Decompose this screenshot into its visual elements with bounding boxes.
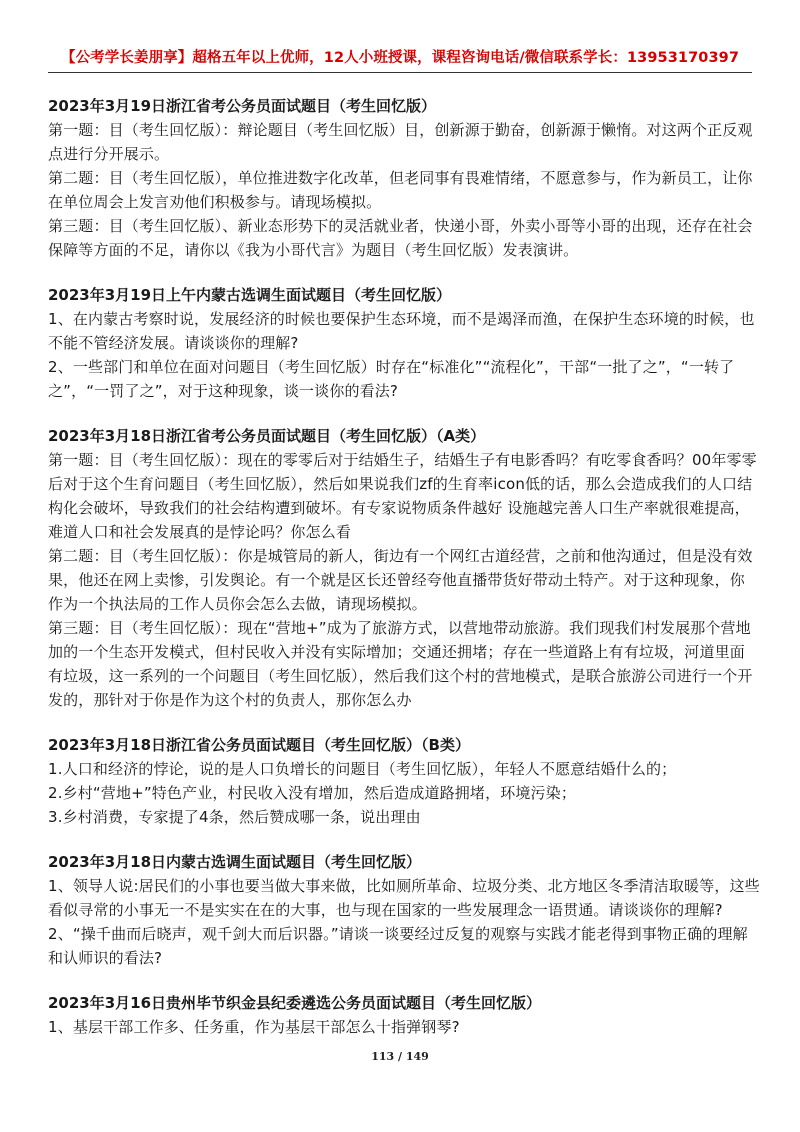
paragraph: 第一题：目（考生回忆版）：辩论题目（考生回忆版）目，创新源于勤奋，创新源于懒惰。对这两个正反观点进行分开展示。: [48, 121, 753, 163]
header-divider: [48, 72, 752, 73]
section-title: 2023年3月18日浙江省公务员面试题目（考生回忆版）（B类）: [48, 736, 470, 754]
paragraph: 第一题：目（考生回忆版）：现在的零零后对于结婚生子，结婚生子有电影香吗？有吃零食香吗？00年零零后对于这个生育问题目（考生回忆版），然后如果说我们zf的生育率icon低的话，那么会造成我们的人口结构化会破坏，导致我们的社会结构遭到破坏。有专家说物质条件越好 设施越完善人口生产率就很难提高，难道人口和社会发展真的是悖论吗？你怎么看: [48, 451, 757, 541]
paragraph: 1.人口和经济的悖论，说的是人口负增长的问题目（考生回忆版），年轻人不愿意结婚什么的；: [48, 760, 677, 778]
document-body: [48, 94, 760, 1060]
section-5: [48, 850, 760, 970]
paragraph: 1、领导人说:居民们的小事也要当做大事来做，比如厕所革命、垃圾分类、北方地区冬季清洁取暖等，这些看似寻常的小事无一不是实实在在的大事，也与现在国家的一些发展理念一语贯通。请谈谈你的理解?: [48, 877, 760, 919]
paragraph: 1、在内蒙古考察时说，发展经济的时候也要保护生态环境，而不是竭泽而渔，在保护生态环境的时候，也不能不管经济发展。请谈谈你的理解?: [48, 310, 755, 352]
section-6: [48, 991, 760, 1039]
paragraph: 2、“操千曲而后晓声，观千剑大而后识器。”请谈一谈要经过反复的观察与实践才能老得到事物正确的理解和认师识的看法?: [48, 925, 748, 967]
paragraph: 第二题：目（考生回忆版）：你是城管局的新人，街边有一个网红古道经营，之前和他沟通过，但是没有效果，他还在网上卖惨，引发舆论。有一个就是区长还曾经夸他直播带货好带动土特产。对于这种现象，你作为一个执法局的工作人员你会怎么去做，请现场模拟。: [48, 547, 753, 613]
paragraph: 第三题：目（考生回忆版）、新业态形势下的灵活就业者，快递小哥，外卖小哥等小哥的出现，还存在社会保障等方面的不足，请你以《我为小哥代言》为题目（考生回忆版）发表演讲。: [48, 217, 753, 259]
section-3: [48, 424, 760, 712]
paragraph: 1、基层干部工作多、任务重，作为基层干部怎么十指弹钢琴?: [48, 1018, 460, 1036]
section-title: 2023年3月18日内蒙古选调生面试题目（考生回忆版）: [48, 853, 422, 871]
header-banner: 【公考学长姜朋享】超格五年以上优师，12人小班授课，课程咨询电话/微信联系学长：13953170397: [60, 50, 740, 66]
paragraph: 2.乡村“营地+”特色产业，村民收入没有增加，然后造成道路拥堵，环境污染；: [48, 784, 576, 802]
paragraph: 3.乡村消费，专家提了4条，然后赞成哪一条，说出理由: [48, 808, 421, 826]
page-number: 113 / 149: [371, 1050, 429, 1063]
section-title: 2023年3月19日上午内蒙古选调生面试题目（考生回忆版）: [48, 286, 452, 304]
paragraph: 第二题：目（考生回忆版），单位推进数字化改革，但老同事有畏难情绪，不愿意参与，作为新员工，让你在单位周会上发言劝他们积极参与。请现场模拟。: [48, 169, 753, 211]
paragraph: 第三题：目（考生回忆版）：现在“营地+”成为了旅游方式，以营地带动旅游。我们现我们村发展那个营地加的一个生态开发模式，但村民收入并没有实际增加；交通还拥堵；存在一些道路上有有垃圾，河道里面有垃圾，这一系列的一个问题目（考生回忆版），然后我们这个村的营地模式，是联合旅游公司进行一个开发的，那针对于你是作为这个村的负责人，那你怎么办: [48, 619, 753, 709]
section-1: [48, 94, 760, 262]
section-title: 2023年3月16日贵州毕节织金县纪委遴选公务员面试题目（考生回忆版）: [48, 994, 542, 1012]
section-2: [48, 283, 760, 403]
section-title: 2023年3月18日浙江省考公务员面试题目（考生回忆版）（A类）: [48, 427, 486, 445]
paragraph: 2、一些部门和单位在面对问题目（考生回忆版）时存在“标准化”“流程化”，干部“一批了之”，“一转了之”，“一罚了之”，对于这种现象，谈一谈你的看法?: [48, 358, 735, 400]
section-4: [48, 733, 760, 829]
section-title: 2023年3月19日浙江省考公务员面试题目（考生回忆版）: [48, 97, 437, 115]
